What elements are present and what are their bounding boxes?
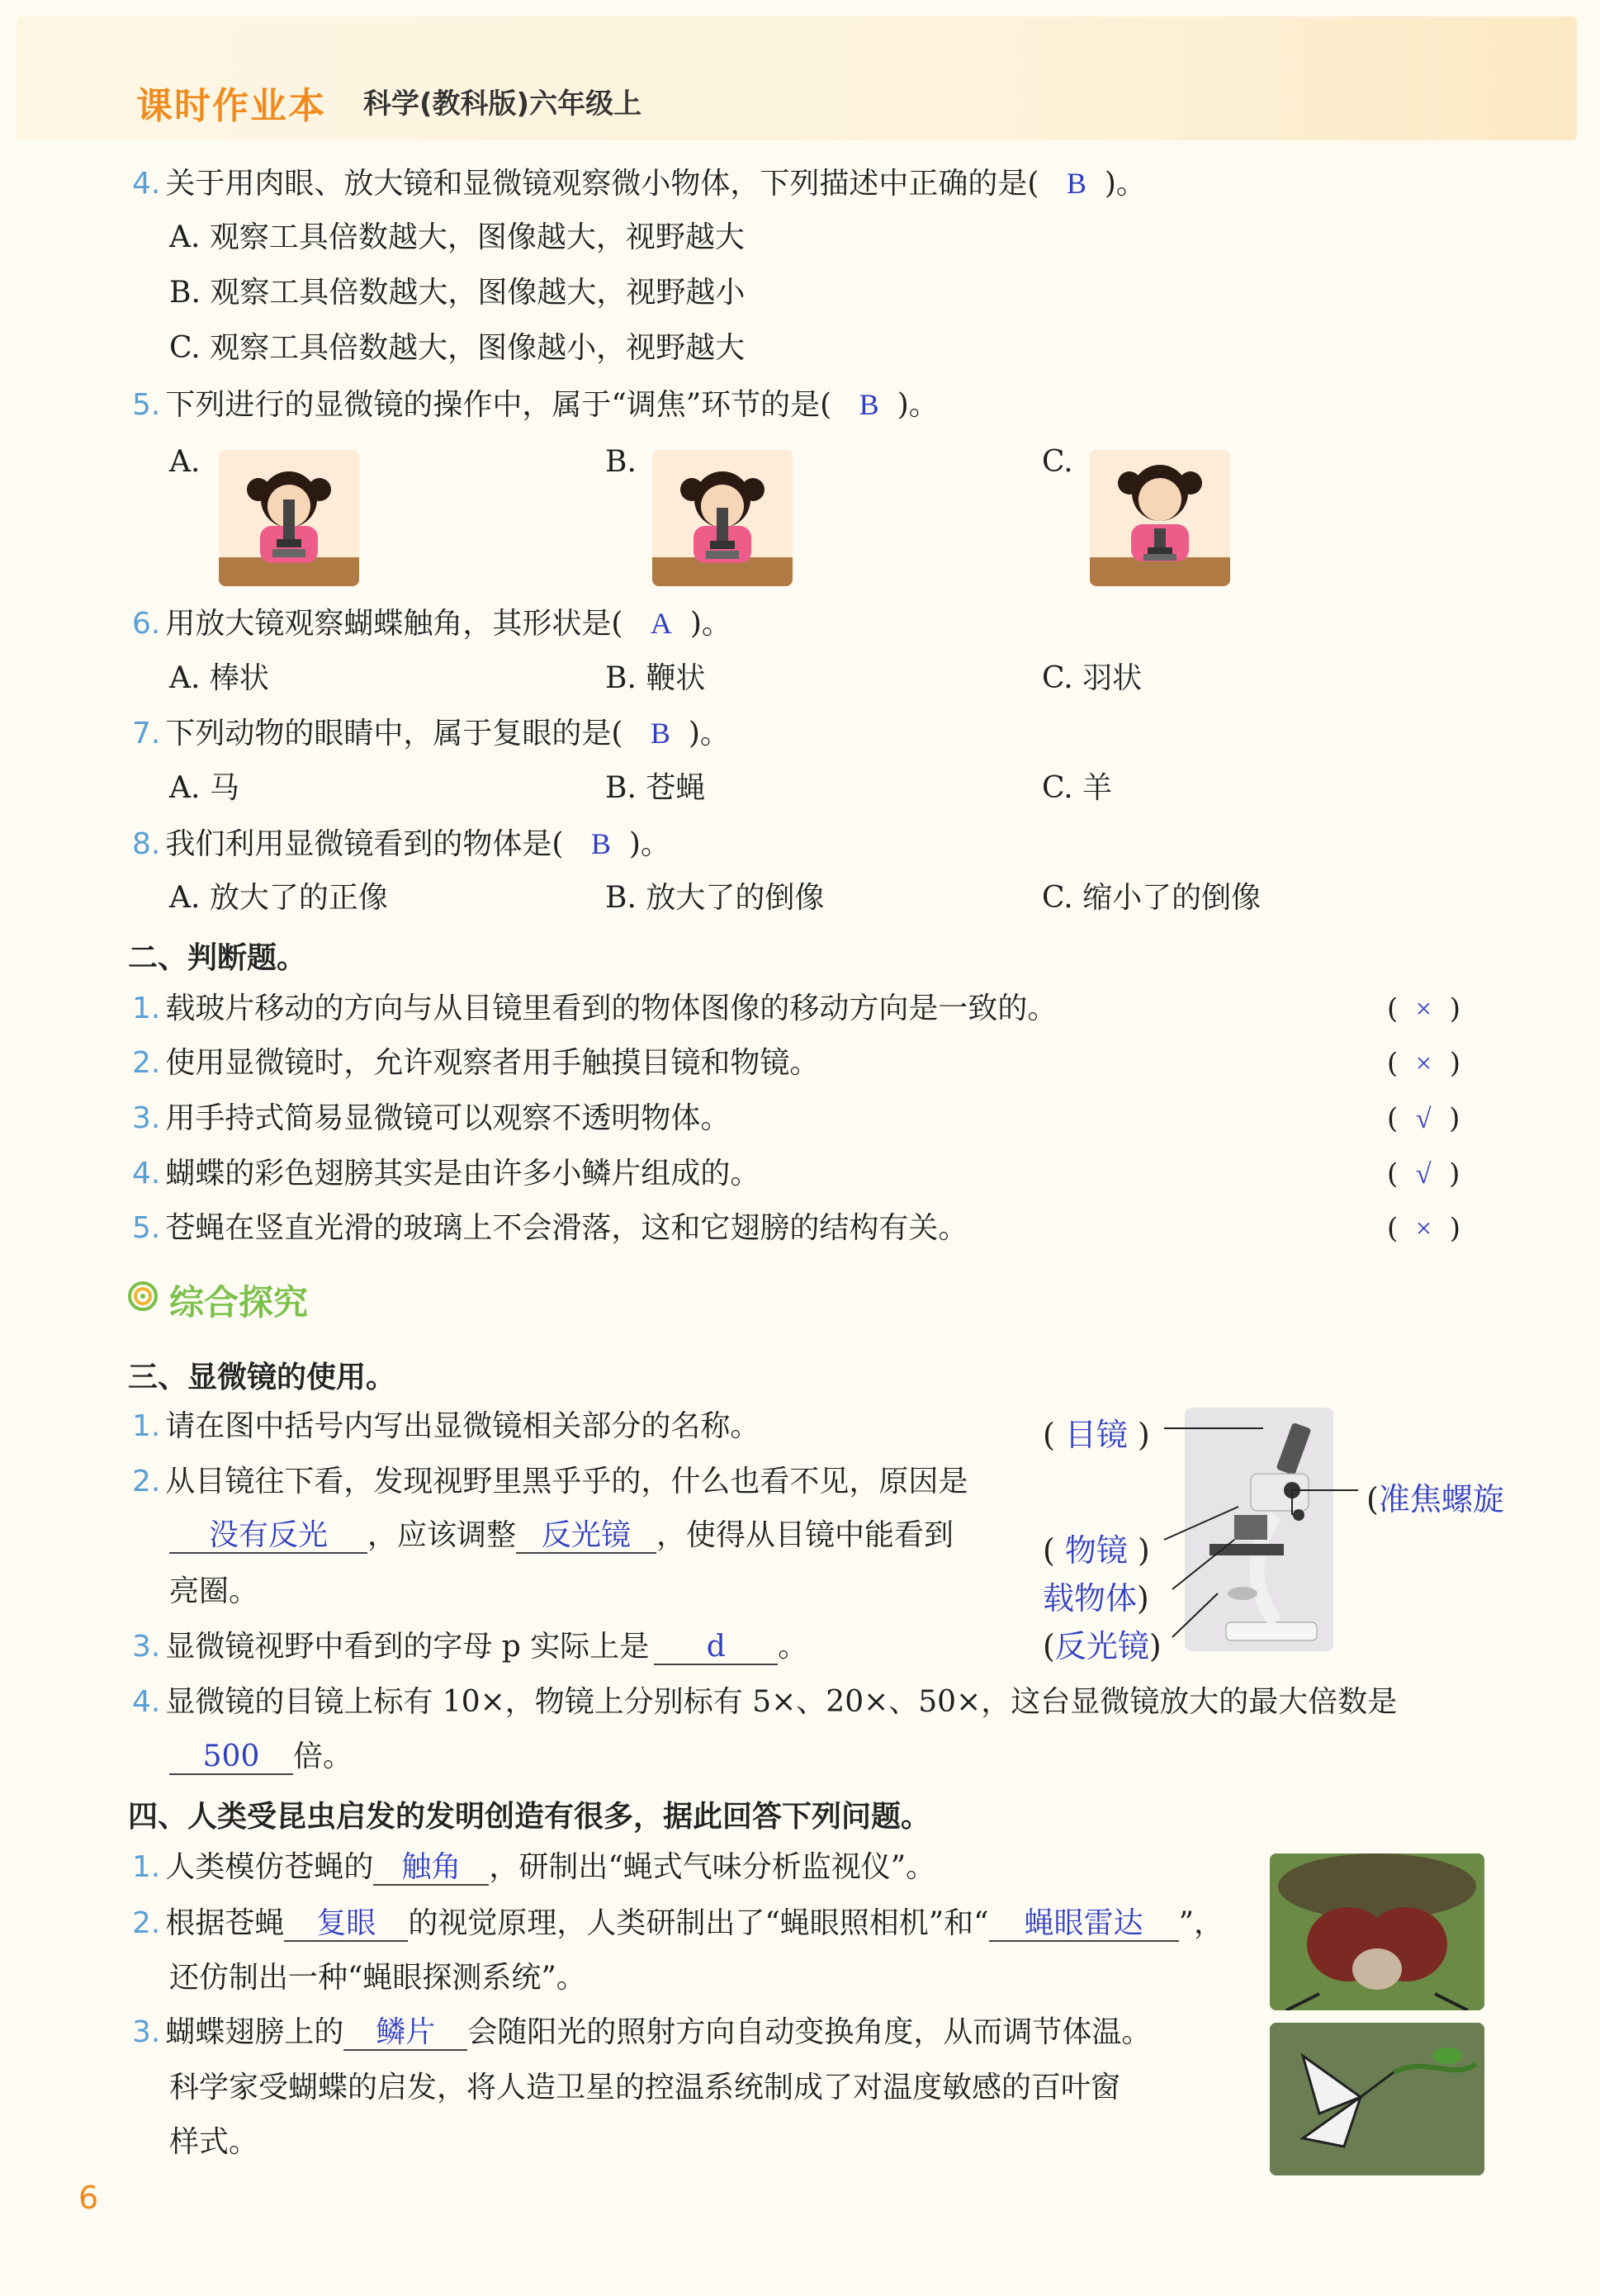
- question-text: 关于用肉眼、放大镜和显微镜观察微小物体，下列描述中正确的是(: [165, 167, 1039, 201]
- answer-blank: 蝇眼雷达: [989, 1907, 1179, 1942]
- answer: B: [1066, 167, 1086, 200]
- judge-mark: ×: [1415, 1049, 1432, 1079]
- answer-blank: 复眼: [284, 1907, 408, 1942]
- question-text: 我们利用显微镜看到的物体是(: [165, 827, 564, 861]
- judge-section-title: 二、判断题。: [128, 941, 307, 975]
- question-end: 。: [778, 1630, 808, 1664]
- question-8: [132, 826, 670, 863]
- microscope-section-title: 三、显微镜的使用。: [128, 1361, 396, 1394]
- question-end: 倍。: [293, 1740, 353, 1773]
- answer: A: [650, 607, 672, 640]
- judge-answer-4: ( √ ): [1387, 1157, 1460, 1191]
- insect-q1: [132, 1849, 935, 1886]
- option-b: B. 苍蝇: [605, 771, 706, 805]
- option-c: C. 羽状: [1042, 661, 1143, 695]
- judge-item-5: [132, 1210, 968, 1247]
- option-a: A. 放大了的正像: [169, 881, 388, 915]
- question-number: 2.: [132, 1465, 161, 1498]
- microscope-girl-image-a: [219, 450, 359, 586]
- option-a-label: A.: [169, 445, 201, 479]
- question-number: 1.: [132, 1850, 161, 1884]
- label-focus-knob: (准焦螺旋: [1366, 1481, 1504, 1517]
- label-eyepiece: ( 目镜 ): [1043, 1417, 1150, 1453]
- label-stage: 载物体): [1043, 1580, 1149, 1617]
- question-number: 3.: [132, 1101, 161, 1135]
- question-text: 请在图中括号内写出显微镜相关部分的名称。: [165, 1409, 760, 1443]
- question-number: 4.: [132, 1685, 161, 1719]
- option-c: C. 缩小了的倒像: [1042, 881, 1262, 915]
- microscope-q2-line1: [132, 1464, 968, 1500]
- option-c-label: C.: [1042, 445, 1073, 479]
- butterfly-photo: [1270, 2023, 1484, 2175]
- question-5: [132, 386, 939, 424]
- judge-text: 蝴蝶的彩色翅膀其实是由许多小鳞片组成的。: [165, 1157, 760, 1191]
- microscope-q2-line3: 亮圈。: [169, 1574, 259, 1608]
- judge-text: 使用显微镜时，允许观察者用手触摸目镜和物镜。: [165, 1046, 820, 1080]
- question-text: 下列动物的眼睛中，属于复眼的是(: [165, 717, 623, 750]
- answer-blank: 鳞片: [343, 2016, 467, 2051]
- question-text: ，应该调整: [367, 1518, 517, 1552]
- answer-blank: 反光镜: [516, 1519, 656, 1554]
- question-text: ，使得从目镜中能看到: [656, 1518, 954, 1552]
- question-7: [132, 715, 730, 752]
- insect-q3-line3: 样式。: [169, 2125, 259, 2159]
- judge-text: 苍蝇在竖直光滑的玻璃上不会滑落，这和它翅膀的结构有关。: [165, 1211, 968, 1245]
- question-number: 4.: [132, 1157, 161, 1191]
- option-b: B. 放大了的倒像: [605, 881, 825, 915]
- answer: B: [859, 388, 879, 421]
- judge-item-3: [132, 1101, 730, 1137]
- answer: B: [590, 827, 611, 860]
- judge-mark: √: [1415, 1159, 1432, 1190]
- question-number: 1.: [132, 992, 161, 1025]
- insect-section-title: 四、人类受昆虫启发的发明创造有很多，据此回答下列问题。: [128, 1800, 931, 1834]
- book-subtitle: 科学(教科版)六年级上: [363, 88, 642, 121]
- question-number: 6.: [132, 607, 161, 641]
- question-number: 2.: [132, 1906, 161, 1940]
- question-text: 下列进行的显微镜的操作中，属于“调焦”环节的是(: [165, 388, 832, 422]
- judge-mark: √: [1415, 1104, 1432, 1134]
- judge-answer-1: ( × ): [1387, 992, 1460, 1025]
- question-number: 4.: [132, 167, 161, 201]
- answer-blank: d: [654, 1631, 778, 1665]
- option-a: A. 棒状: [169, 661, 269, 695]
- question-text: 从目镜往下看，发现视野里黑乎乎的，什么也看不见，原因是: [165, 1465, 968, 1498]
- judge-answer-2: ( × ): [1387, 1047, 1460, 1080]
- answer-blank: 没有反光: [169, 1519, 367, 1554]
- option-b: B. 鞭状: [605, 661, 706, 695]
- judge-item-2: [132, 1045, 819, 1082]
- microscope-q1: [132, 1408, 760, 1445]
- question-text: 人类模仿苍蝇的: [165, 1850, 374, 1884]
- question-number: 8.: [132, 827, 161, 861]
- microscope-girl-image-b: [652, 450, 793, 586]
- microscope-q2-line2: [169, 1517, 954, 1554]
- insect-q3-line1: [132, 2014, 1151, 2051]
- label-objective: ( 物镜 ): [1043, 1532, 1150, 1569]
- answer-blank: 触角: [373, 1851, 489, 1886]
- judge-mark: ×: [1415, 994, 1432, 1025]
- question-text: 显微镜的目镜上标有 10×，物镜上分别标有 5×、20×、50×，这台显微镜放大的最大倍数是: [165, 1685, 1398, 1719]
- microscope-q3: [132, 1629, 807, 1665]
- insect-q3-line2: 科学家受蝴蝶的启发，将人造卫星的控温系统制成了对温度敏感的百叶窗: [169, 2071, 1121, 2104]
- microscope-q4-line2: [169, 1739, 353, 1775]
- question-number: 7.: [132, 717, 161, 750]
- spiral-icon: [128, 1281, 158, 1311]
- judge-answer-5: ( × ): [1387, 1212, 1460, 1245]
- question-close: )。: [688, 717, 730, 750]
- option-b-label: B.: [605, 445, 637, 479]
- question-number: 5.: [132, 1211, 161, 1245]
- judge-text: 用手持式简易显微镜可以观察不透明物体。: [165, 1101, 731, 1135]
- option-c: C. 观察工具倍数越大，图像越小，视野越大: [169, 331, 746, 365]
- question-text: 用放大镜观察蝴蝶触角，其形状是(: [165, 607, 623, 641]
- question-text: 的视觉原理，人类研制出了“蝇眼照相机”和“: [408, 1906, 989, 1940]
- answer-blank: 500: [169, 1740, 293, 1775]
- insect-q2-line1: [132, 1905, 1224, 1942]
- question-close: )。: [689, 607, 731, 641]
- question-number: 2.: [132, 1046, 161, 1080]
- judge-mark: ×: [1415, 1214, 1432, 1244]
- judge-text: 载玻片移动的方向与从目镜里看到的物体图像的移动方向是一致的。: [165, 992, 1058, 1025]
- question-text: ，研制出“蝇式气味分析监视仪”。: [489, 1850, 936, 1884]
- page-number: 6: [78, 2180, 99, 2216]
- question-number: 1.: [132, 1409, 161, 1443]
- insect-q2-line2: 还仿制出一种“蝇眼探测系统”。: [169, 1961, 586, 1995]
- question-text: 蝴蝶翅膀上的: [165, 2015, 344, 2049]
- option-a: A. 观察工具倍数越大，图像越大，视野越大: [169, 220, 745, 254]
- explore-title: 综合探究: [169, 1282, 309, 1323]
- judge-item-4: [132, 1156, 760, 1192]
- question-text: ”，: [1178, 1906, 1224, 1940]
- judge-answer-3: ( √ ): [1387, 1102, 1460, 1135]
- question-close: )。: [897, 388, 939, 422]
- question-close: )。: [628, 827, 670, 861]
- question-close: )。: [1104, 167, 1146, 201]
- fly-photo: [1270, 1853, 1484, 2010]
- option-b: B. 观察工具倍数越大，图像越大，视野越小: [169, 276, 746, 310]
- book-title: 课时作业本: [136, 85, 326, 127]
- answer: B: [650, 717, 670, 750]
- option-c: C. 羊: [1042, 771, 1113, 805]
- question-text: 显微镜视野中看到的字母 p 实际上是: [165, 1630, 650, 1664]
- question-text: 根据苍蝇: [165, 1906, 285, 1940]
- label-mirror: (反光镜): [1043, 1628, 1162, 1664]
- microscope-leader-lines: [1156, 1408, 1362, 1655]
- microscope-q4-line1: [132, 1684, 1397, 1721]
- question-number: 5.: [132, 388, 161, 422]
- judge-item-1: [132, 991, 1057, 1027]
- question-6: [132, 605, 731, 642]
- question-number: 3.: [132, 1630, 161, 1664]
- question-4: [132, 165, 1146, 202]
- question-text: 会随阳光的照射方向自动变换角度，从而调节体温。: [467, 2015, 1152, 2049]
- option-a: A. 马: [169, 771, 239, 805]
- microscope-girl-image-c: [1090, 450, 1230, 586]
- question-number: 3.: [132, 2015, 161, 2049]
